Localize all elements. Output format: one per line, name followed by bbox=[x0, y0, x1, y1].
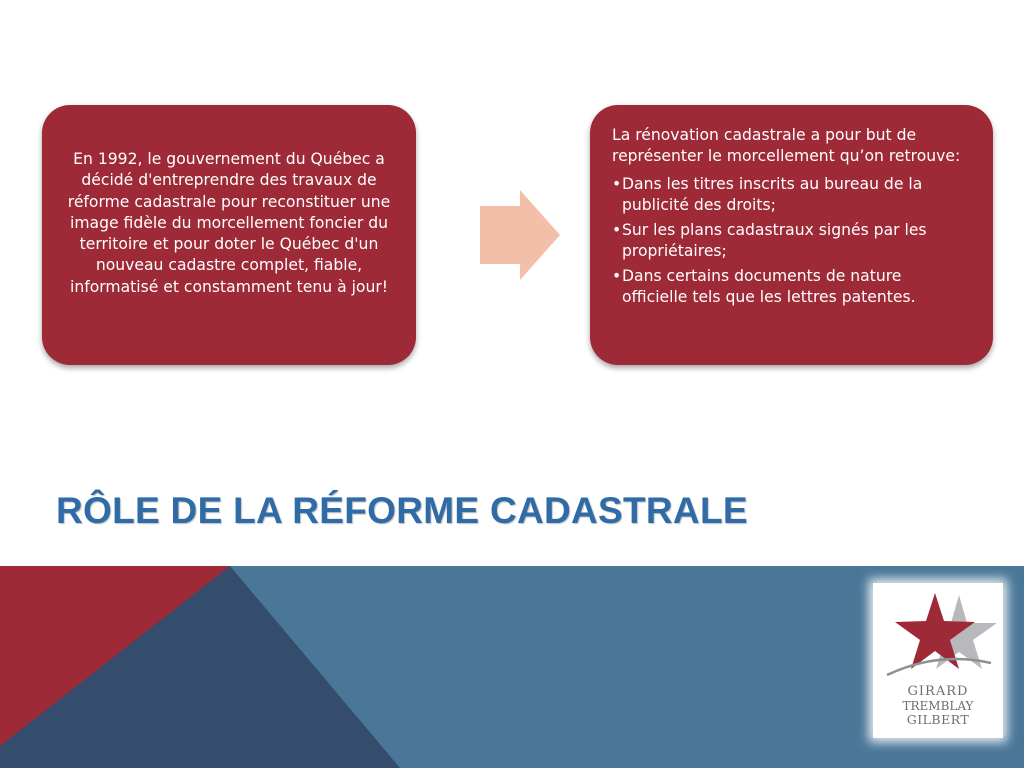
list-item-text: Dans les titres inscrits au bureau de la publicité des droits; bbox=[622, 174, 923, 215]
logo-line-girard: GIRARD bbox=[907, 684, 969, 699]
right-box-intro: La rénovation cadastrale a pour but de représenter le morcellement qu’on retrouve: bbox=[612, 126, 961, 166]
list-item bbox=[612, 220, 969, 263]
logo-line-gilbert: GILBERT bbox=[906, 712, 970, 727]
list-item-text: Sur les plans cadastraux signés par les propriétaires; bbox=[622, 220, 927, 261]
slide-title: RÔLE DE LA RÉFORME CADASTRALE bbox=[56, 490, 748, 531]
footer-band bbox=[0, 566, 1024, 768]
bullet-icon: • bbox=[612, 174, 622, 193]
star-logo-icon bbox=[873, 583, 1003, 683]
list-item bbox=[612, 174, 969, 217]
right-arrow-icon bbox=[480, 190, 560, 280]
list-item-text: Dans certains documents de nature officielle tels que les lettres patentes. bbox=[622, 266, 916, 307]
right-text-box bbox=[590, 105, 993, 365]
list-item bbox=[612, 266, 969, 309]
right-box-list bbox=[612, 174, 969, 309]
company-logo bbox=[873, 583, 1003, 738]
bullet-icon: • bbox=[612, 220, 622, 239]
left-text-box bbox=[42, 105, 416, 365]
bullet-icon: • bbox=[612, 266, 622, 285]
logo-text bbox=[873, 685, 1003, 727]
left-box-text: En 1992, le gouvernement du Québec a décidé d'entreprendre des travaux de réforme cadastrale pour reconstituer une image fidèle du morcellement foncier du territoire et pour doter le Québec d'un nouveau cadastre complet, fiable, informatisé et constamment tenu à jour! bbox=[67, 150, 391, 296]
logo-line-tremblay: TREMBLAY bbox=[902, 699, 974, 713]
